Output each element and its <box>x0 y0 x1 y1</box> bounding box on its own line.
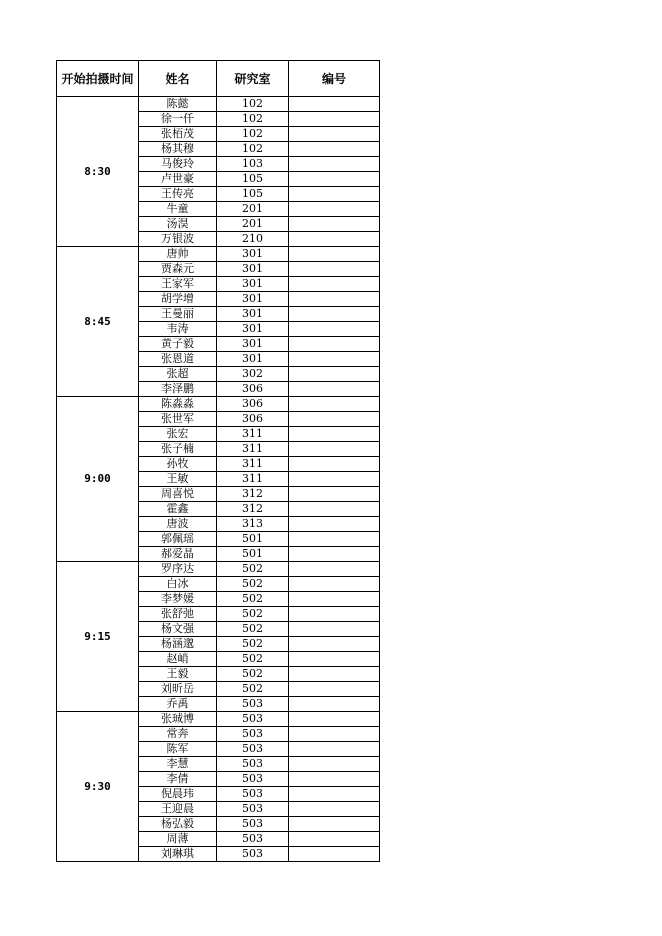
number-cell[interactable] <box>289 592 380 607</box>
number-cell[interactable] <box>289 502 380 517</box>
name-cell[interactable]: 杨文强 <box>139 622 217 637</box>
room-cell[interactable]: 311 <box>217 457 289 472</box>
room-cell[interactable]: 210 <box>217 232 289 247</box>
number-cell[interactable] <box>289 172 380 187</box>
number-cell[interactable] <box>289 802 380 817</box>
room-cell[interactable]: 502 <box>217 592 289 607</box>
room-cell[interactable]: 502 <box>217 562 289 577</box>
name-cell[interactable]: 王迎晨 <box>139 802 217 817</box>
room-cell[interactable]: 501 <box>217 547 289 562</box>
room-cell[interactable]: 311 <box>217 442 289 457</box>
room-cell[interactable]: 502 <box>217 607 289 622</box>
room-cell[interactable]: 502 <box>217 682 289 697</box>
number-cell[interactable] <box>289 217 380 232</box>
room-cell[interactable]: 311 <box>217 427 289 442</box>
room-cell[interactable]: 503 <box>217 727 289 742</box>
name-cell[interactable]: 李泽鹏 <box>139 382 217 397</box>
table-row <box>57 397 380 412</box>
start-time-cell[interactable]: 9:00 <box>57 397 139 562</box>
number-cell[interactable] <box>289 832 380 847</box>
name-cell[interactable]: 李梦媛 <box>139 592 217 607</box>
room-cell[interactable]: 102 <box>217 142 289 157</box>
name-cell[interactable]: 黄子毅 <box>139 337 217 352</box>
table-row <box>57 97 380 112</box>
number-cell[interactable] <box>289 622 380 637</box>
name-cell[interactable]: 周喜悦 <box>139 487 217 502</box>
name-cell[interactable]: 杨涵邈 <box>139 637 217 652</box>
room-cell[interactable]: 105 <box>217 172 289 187</box>
name-cell[interactable]: 张舒弛 <box>139 607 217 622</box>
number-cell[interactable] <box>289 757 380 772</box>
header-name: 姓名 <box>139 61 217 97</box>
room-cell[interactable]: 301 <box>217 292 289 307</box>
room-cell[interactable]: 306 <box>217 382 289 397</box>
room-cell[interactable]: 503 <box>217 787 289 802</box>
room-cell[interactable]: 301 <box>217 337 289 352</box>
name-cell[interactable]: 陈军 <box>139 742 217 757</box>
number-cell[interactable] <box>289 697 380 712</box>
name-cell[interactable]: 胡学增 <box>139 292 217 307</box>
number-cell[interactable] <box>289 157 380 172</box>
name-cell[interactable]: 牛童 <box>139 202 217 217</box>
room-cell[interactable]: 312 <box>217 487 289 502</box>
name-cell[interactable]: 郝爱晶 <box>139 547 217 562</box>
number-cell[interactable] <box>289 667 380 682</box>
name-cell[interactable]: 郭佩瑶 <box>139 532 217 547</box>
name-cell[interactable]: 倪晨玮 <box>139 787 217 802</box>
number-cell[interactable] <box>289 382 380 397</box>
room-cell[interactable]: 301 <box>217 322 289 337</box>
name-cell[interactable]: 贾森元 <box>139 262 217 277</box>
number-cell[interactable] <box>289 637 380 652</box>
number-cell[interactable] <box>289 787 380 802</box>
number-cell[interactable] <box>289 127 380 142</box>
room-cell[interactable]: 312 <box>217 502 289 517</box>
table-body <box>57 97 380 862</box>
room-cell[interactable]: 301 <box>217 352 289 367</box>
room-cell[interactable]: 301 <box>217 262 289 277</box>
number-cell[interactable] <box>289 682 380 697</box>
table-row <box>57 247 380 262</box>
name-cell[interactable]: 汤淏 <box>139 217 217 232</box>
name-cell[interactable]: 张世军 <box>139 412 217 427</box>
name-cell[interactable]: 赵峭 <box>139 652 217 667</box>
room-cell[interactable]: 301 <box>217 277 289 292</box>
number-cell[interactable] <box>289 187 380 202</box>
number-cell[interactable] <box>289 517 380 532</box>
room-cell[interactable]: 502 <box>217 577 289 592</box>
table-row <box>57 562 380 577</box>
start-time-cell[interactable]: 9:30 <box>57 712 139 862</box>
number-cell[interactable] <box>289 487 380 502</box>
name-cell[interactable]: 杨其穆 <box>139 142 217 157</box>
room-cell[interactable]: 503 <box>217 847 289 862</box>
room-cell[interactable]: 503 <box>217 712 289 727</box>
room-cell[interactable]: 201 <box>217 202 289 217</box>
number-cell[interactable] <box>289 97 380 112</box>
room-cell[interactable]: 502 <box>217 622 289 637</box>
room-cell[interactable]: 502 <box>217 667 289 682</box>
room-cell[interactable]: 503 <box>217 742 289 757</box>
room-cell[interactable]: 103 <box>217 157 289 172</box>
number-cell[interactable] <box>289 412 380 427</box>
number-cell[interactable] <box>289 322 380 337</box>
number-cell[interactable] <box>289 262 380 277</box>
room-cell[interactable]: 102 <box>217 112 289 127</box>
number-cell[interactable] <box>289 112 380 127</box>
number-cell[interactable] <box>289 727 380 742</box>
room-cell[interactable]: 503 <box>217 832 289 847</box>
number-cell[interactable] <box>289 337 380 352</box>
name-cell[interactable]: 韦涛 <box>139 322 217 337</box>
header-start-time: 开始拍摄时间 <box>57 61 139 97</box>
number-cell[interactable] <box>289 742 380 757</box>
number-cell[interactable] <box>289 547 380 562</box>
name-cell[interactable]: 乔禹 <box>139 697 217 712</box>
room-cell[interactable]: 301 <box>217 307 289 322</box>
header-number: 编号 <box>289 61 380 97</box>
number-cell[interactable] <box>289 772 380 787</box>
number-cell[interactable] <box>289 562 380 577</box>
number-cell[interactable] <box>289 442 380 457</box>
name-cell[interactable]: 白冰 <box>139 577 217 592</box>
room-cell[interactable]: 502 <box>217 652 289 667</box>
room-cell[interactable]: 105 <box>217 187 289 202</box>
number-cell[interactable] <box>289 247 380 262</box>
room-cell[interactable]: 502 <box>217 637 289 652</box>
number-cell[interactable] <box>289 202 380 217</box>
number-cell[interactable] <box>289 472 380 487</box>
name-cell[interactable]: 王家军 <box>139 277 217 292</box>
room-cell[interactable]: 306 <box>217 412 289 427</box>
number-cell[interactable] <box>289 292 380 307</box>
name-cell[interactable]: 周薄 <box>139 832 217 847</box>
name-cell[interactable]: 张珹博 <box>139 712 217 727</box>
name-cell[interactable]: 孙牧 <box>139 457 217 472</box>
name-cell[interactable]: 张栢茂 <box>139 127 217 142</box>
name-cell[interactable]: 王敏 <box>139 472 217 487</box>
header-room: 研究室 <box>217 61 289 97</box>
number-cell[interactable] <box>289 367 380 382</box>
room-cell[interactable]: 313 <box>217 517 289 532</box>
name-cell[interactable]: 刘昕岳 <box>139 682 217 697</box>
name-cell[interactable]: 刘琳琪 <box>139 847 217 862</box>
name-cell[interactable]: 李慧 <box>139 757 217 772</box>
name-cell[interactable]: 杨弘毅 <box>139 817 217 832</box>
number-cell[interactable] <box>289 577 380 592</box>
name-cell[interactable]: 罗序达 <box>139 562 217 577</box>
number-cell[interactable] <box>289 817 380 832</box>
number-cell[interactable] <box>289 847 380 862</box>
number-cell[interactable] <box>289 652 380 667</box>
name-cell[interactable]: 陈懿 <box>139 97 217 112</box>
name-cell[interactable]: 张恩道 <box>139 352 217 367</box>
room-cell[interactable]: 301 <box>217 247 289 262</box>
name-cell[interactable]: 王毅 <box>139 667 217 682</box>
name-cell[interactable]: 徐一仟 <box>139 112 217 127</box>
number-cell[interactable] <box>289 457 380 472</box>
room-cell[interactable]: 503 <box>217 772 289 787</box>
number-cell[interactable] <box>289 532 380 547</box>
room-cell[interactable]: 311 <box>217 472 289 487</box>
number-cell[interactable] <box>289 352 380 367</box>
number-cell[interactable] <box>289 712 380 727</box>
number-cell[interactable] <box>289 142 380 157</box>
name-cell[interactable]: 霍鑫 <box>139 502 217 517</box>
name-cell[interactable]: 唐帅 <box>139 247 217 262</box>
name-cell[interactable]: 万银波 <box>139 232 217 247</box>
room-cell[interactable]: 201 <box>217 217 289 232</box>
number-cell[interactable] <box>289 277 380 292</box>
name-cell[interactable]: 张超 <box>139 367 217 382</box>
start-time-cell[interactable]: 8:30 <box>57 97 139 247</box>
number-cell[interactable] <box>289 607 380 622</box>
number-cell[interactable] <box>289 232 380 247</box>
name-cell[interactable]: 唐波 <box>139 517 217 532</box>
room-cell[interactable]: 501 <box>217 532 289 547</box>
start-time-cell[interactable]: 9:15 <box>57 562 139 712</box>
name-cell[interactable]: 王曼丽 <box>139 307 217 322</box>
name-cell[interactable]: 陈淼淼 <box>139 397 217 412</box>
start-time-cell[interactable]: 8:45 <box>57 247 139 397</box>
room-cell[interactable]: 503 <box>217 817 289 832</box>
name-cell[interactable]: 常奔 <box>139 727 217 742</box>
schedule-table <box>56 60 380 862</box>
room-cell[interactable]: 306 <box>217 397 289 412</box>
number-cell[interactable] <box>289 397 380 412</box>
number-cell[interactable] <box>289 427 380 442</box>
room-cell[interactable]: 302 <box>217 367 289 382</box>
name-cell[interactable]: 卢世豪 <box>139 172 217 187</box>
room-cell[interactable]: 503 <box>217 757 289 772</box>
room-cell[interactable]: 102 <box>217 127 289 142</box>
room-cell[interactable]: 503 <box>217 697 289 712</box>
header-row <box>57 61 380 97</box>
name-cell[interactable]: 张宏 <box>139 427 217 442</box>
name-cell[interactable]: 张子楠 <box>139 442 217 457</box>
name-cell[interactable]: 李倩 <box>139 772 217 787</box>
name-cell[interactable]: 王传亮 <box>139 187 217 202</box>
number-cell[interactable] <box>289 307 380 322</box>
table-row <box>57 712 380 727</box>
room-cell[interactable]: 102 <box>217 97 289 112</box>
room-cell[interactable]: 503 <box>217 802 289 817</box>
name-cell[interactable]: 马俊玲 <box>139 157 217 172</box>
